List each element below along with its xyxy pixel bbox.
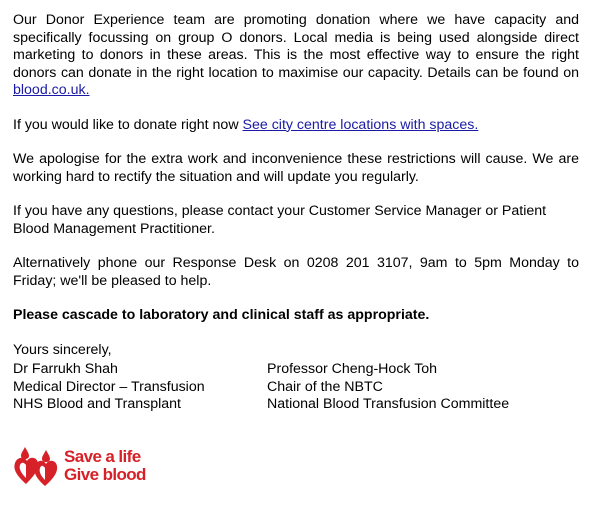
paragraph-donor-experience bbox=[13, 12, 579, 100]
closing-salutation: Yours sincerely, bbox=[13, 341, 112, 358]
logo-line-2: Give blood bbox=[64, 465, 146, 484]
signature-block bbox=[13, 361, 579, 415]
letter-body bbox=[13, 12, 579, 359]
city-centre-locations-link[interactable]: See city centre locations with spaces. bbox=[242, 116, 479, 133]
signatory-organisation: NHS Blood and Transplant bbox=[13, 396, 181, 412]
blood-drop-hearts-icon bbox=[12, 444, 62, 494]
logo-wordmark bbox=[64, 448, 146, 484]
signatory-title: Medical Director – Transfusion bbox=[13, 378, 205, 395]
paragraph-donor-experience-text: Our Donor Experience team are promoting donation where we have capacity and specifically focussing on group O donors. Local media is being used alongside direct marketing to donors in these areas. This is the most effective way to ensure the right donors can donate in the right location to maximise our capacity. Details can be found on bbox=[13, 12, 579, 81]
signatory-right bbox=[267, 361, 509, 414]
logo-line-1: Save a life bbox=[64, 447, 141, 466]
blood-co-uk-link[interactable]: blood.co.uk. bbox=[13, 82, 90, 98]
signatory-title: Chair of the NBTC bbox=[267, 378, 383, 395]
paragraph-apology: We apologise for the extra work and inconvenience these restrictions will cause. We are working hard to rectify the situation and will update you regularly. bbox=[13, 151, 579, 185]
save-a-life-logo bbox=[12, 444, 152, 494]
paragraph-cascade: Please cascade to laboratory and clinical staff as appropriate. bbox=[13, 307, 430, 323]
signatory-name: Dr Farrukh Shah bbox=[13, 361, 118, 377]
paragraph-response-desk: Alternatively phone our Response Desk on 0208 201 3107, 9am to 5pm Monday to Friday; we'll be pleased to help. bbox=[13, 255, 579, 289]
paragraph-questions: If you have any questions, please contact your Customer Service Manager or Patient Blood Management Practitioner. bbox=[13, 203, 547, 237]
paragraph-donate-now-text: If you would like to donate right now bbox=[13, 116, 243, 133]
signatory-left bbox=[13, 361, 205, 414]
signatory-name: Professor Cheng-Hock Toh bbox=[267, 361, 438, 377]
paragraph-donate-now bbox=[13, 117, 579, 135]
signatory-organisation: National Blood Transfusion Committee bbox=[267, 396, 510, 412]
